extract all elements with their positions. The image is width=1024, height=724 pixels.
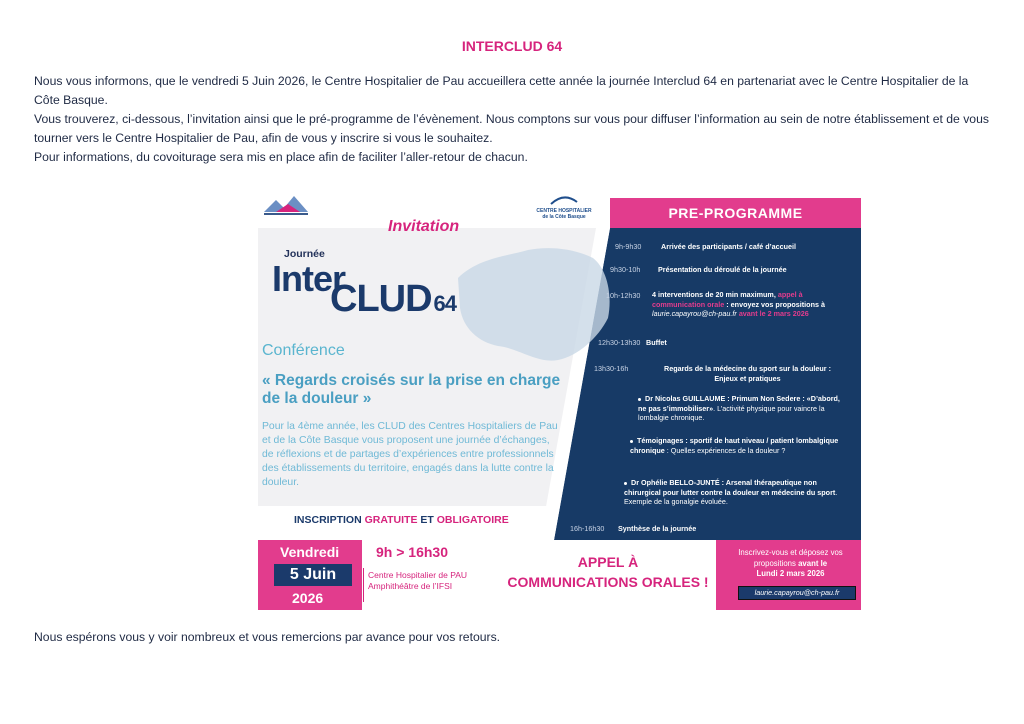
program-item: 4 interventions de 20 min maximum, appel à communication orale : envoyez vos propositions à laurie.capayrou@ch-pau.fr avant le 2 mars 2026 [652,290,825,318]
program-item: Synthèse de la journée [618,524,697,533]
contact-email[interactable]: laurie.capayrou@ch-pau.fr [738,586,856,600]
intro-paragraph: Nous vous informons, que le vendredi 5 Juin 2026, le Centre Hospitalier de Pau accueillera cette année la journée Interclud 64 en partenariat avec le Centre Hospitalier de la Côte Basque. [34,74,969,107]
event-name-clud: CLUD64 [330,278,457,320]
event-date: 5 Juin [274,564,352,586]
conference-description: Pour la 4ème année, les CLUD des Centres Hospitaliers de Pau et de la Côte Basque vous proposent une journée d’échanges, de réflexions et de partages d’expériences entre professionnels des établissements du territoire, engagés dans la lutte contre la douleur. [262,421,558,488]
conference-label: Conférence [262,342,345,359]
journee-label: Journée [284,248,325,260]
page-title: INTERCLUD 64 [461,38,563,54]
ch-cote-basque-logo: CENTRE HOSPITALIER de la Côte Basque [534,194,594,228]
program-subitem: Dr Ophélie BELLO-JUNTÉ : Arsenal thérapeutique non chirurgical pour lutter contre la douleur en médecine du sport. Exemple de la gonalgie évoluée. [624,478,838,506]
intro-text [34,72,994,167]
invitation-flyer [258,188,861,612]
program-subitem: Témoignages : sportif de haut niveau / patient lombalgique chronique : Quelles expériences de la douleur ? [630,436,839,455]
program-time: 9h30-10h [610,265,641,274]
program-item: Buffet [646,338,667,347]
closing-text: Nous espérons vous y voir nombreux et vous remercions par avance pour vos retours. [34,630,501,644]
preprogramme-header: PRE-PROGRAMME [610,198,861,228]
divider [363,568,364,602]
call-for-papers: APPEL À COMMUNICATIONS ORALES ! [507,554,709,590]
program-item: Présentation du déroulé de la journée [658,265,787,274]
event-name-inter: Inter [272,258,346,299]
intro-paragraph: Vous trouverez, ci-dessous, l’invitation ainsi que le pré-programme de l’évènement. Nous comptons sur vous pour diffuser l’information au sein de notre établissement et de vous tourner vers le Centre Hospitalier de Pau, afin de vous y inscrire si vous le souhaitez. [34,112,989,145]
event-day: Vendredi [280,544,340,560]
inscription-note: INSCRIPTION GRATUITE ET OBLIGATOIRE [294,514,509,526]
program-time: 10h-12h30 [606,291,641,300]
program-time: 13h30-16h [594,364,629,373]
event-hours: 9h > 16h30 [376,544,448,560]
event-year: 2026 [292,590,324,606]
program-time: 9h-9h30 [615,242,642,251]
program-time: 16h-16h30 [570,524,605,533]
program-item: Arrivée des participants / café d’accueil [661,242,797,251]
invitation-label: Invitation [388,218,460,235]
conference-title: « Regards croisés sur la prise en charge de la douleur » [262,372,561,407]
program-subitem: Dr Nicolas GUILLAUME : Primum Non Sedere : «D’abord, ne pas s’immobiliser». L’activité physique pour vaincre la lombalgie chronique. [638,394,840,422]
event-venue: Centre Hospitalier de PAU Amphithéâtre de l’IFSI [368,570,468,591]
intro-paragraph: Pour informations, du covoiturage sera mis en place afin de faciliter l’aller-retour de chacun. [34,150,528,164]
program-item: Regards de la médecine du sport sur la douleur : Enjeux et pratiques [664,364,831,383]
program-time: 12h30-13h30 [598,338,641,347]
submission-note: Inscrivez-vous et déposez vos propositions avant le Lundi 2 mars 2026 [738,548,843,578]
program-list [258,188,861,540]
